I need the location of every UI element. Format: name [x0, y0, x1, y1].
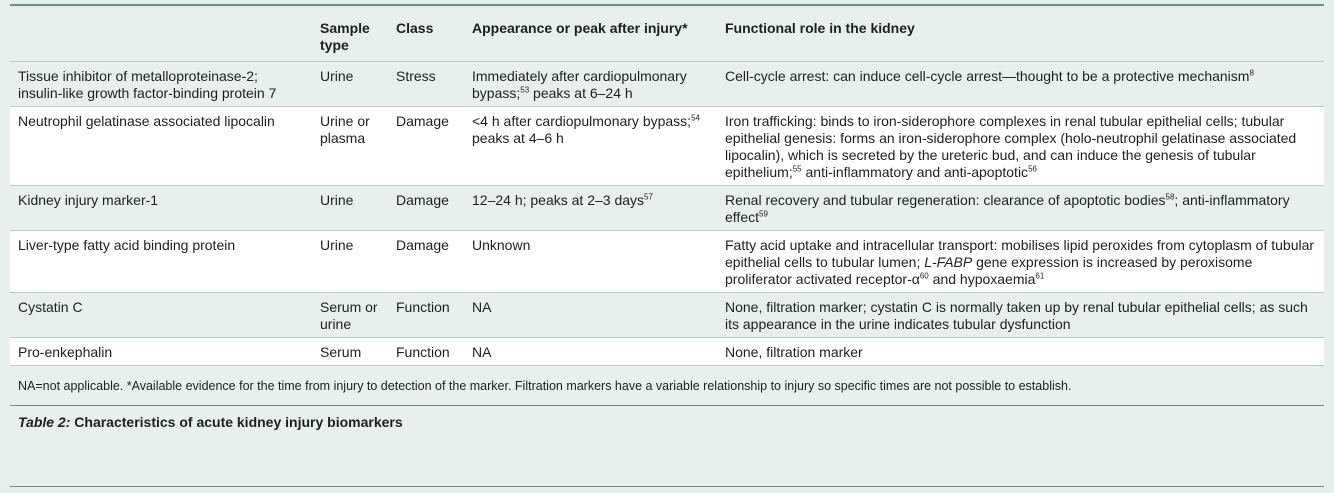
- reference: 61: [1035, 271, 1045, 281]
- cell-sample: Serum: [312, 338, 388, 366]
- text: anti-inflammatory and anti-apoptotic: [801, 164, 1029, 180]
- cell-sample: Urine: [312, 186, 388, 231]
- text: and hypoxaemia: [928, 271, 1036, 287]
- text: Renal recovery and tubular regeneration: clearance of apoptotic bodies: [725, 192, 1166, 208]
- reference: 53: [520, 85, 530, 95]
- header-class: Class: [388, 6, 464, 62]
- caption-text: Characteristics of acute kidney injury biomarkers: [70, 414, 403, 430]
- header-appearance: Appearance or peak after injury*: [464, 6, 717, 62]
- cell-sample: Urine: [312, 231, 388, 293]
- cell-appearance: Unknown: [464, 231, 717, 293]
- table-caption: [10, 406, 1324, 430]
- cell-appearance: NA: [464, 338, 717, 366]
- text: peaks at 4–6 h: [472, 130, 564, 146]
- cell-class: Damage: [388, 231, 464, 293]
- reference: 57: [644, 192, 653, 202]
- gene-name: L-FABP: [924, 254, 973, 270]
- bottom-rule: [10, 486, 1324, 487]
- cell-marker: Kidney injury marker-1: [10, 186, 312, 231]
- cell-appearance: [464, 186, 717, 231]
- cell-role: [717, 231, 1324, 293]
- header-marker: [10, 6, 312, 62]
- text: 12–24 h; peaks at 2–3 days: [472, 192, 645, 208]
- text: Immediately after cardiopulmonary bypass;: [472, 68, 687, 101]
- header-row: [10, 6, 1324, 62]
- cell-class: Function: [388, 293, 464, 338]
- cell-sample: Urine or plasma: [312, 107, 388, 186]
- reference: 58: [1165, 192, 1175, 202]
- cell-class: Function: [388, 338, 464, 366]
- text: ; anti-inflammatory effect: [725, 192, 1290, 225]
- reference: 55: [792, 164, 802, 174]
- reference: 60: [919, 271, 929, 281]
- text: gene expression is increased by peroxisome proliferator activated receptor-α: [725, 254, 1253, 287]
- cell-marker: Pro-enkephalin: [10, 338, 312, 366]
- cell-appearance: [464, 107, 717, 186]
- reference: 56: [1028, 164, 1037, 174]
- caption-label: Table 2:: [18, 414, 71, 430]
- table-footnote: NA=not applicable. *Available evidence for the time from injury to detection of the marker. Filtration markers have a variable relationship to injury so specific times are not possible to establish.: [10, 365, 1324, 405]
- reference: 54: [691, 113, 700, 123]
- text: peaks at 6–24 h: [529, 85, 633, 101]
- cell-marker: Neutrophil gelatinase associated lipocalin: [10, 107, 312, 186]
- text: Fatty acid uptake and intracellular transport: mobilises lipid peroxides from cytoplasm of tubular epithelial cells to tubular lumen;: [725, 237, 1315, 270]
- cell-role: None, filtration marker: [717, 338, 1324, 366]
- cell-role: [717, 186, 1324, 231]
- cell-sample: Serum or urine: [312, 293, 388, 338]
- table-row: [10, 107, 1324, 186]
- table-row: [10, 338, 1324, 366]
- cell-role: [717, 62, 1324, 107]
- cell-marker: Cystatin C: [10, 293, 312, 338]
- cell-appearance: [464, 62, 717, 107]
- header-functional-role: Functional role in the kidney: [717, 6, 1324, 62]
- cell-class: Stress: [388, 62, 464, 107]
- table-row: [10, 62, 1324, 107]
- table-row: [10, 186, 1324, 231]
- reference: 8: [1249, 68, 1254, 78]
- text: Iron trafficking: binds to iron-siderophore complexes in renal tubular epithelial cells; tubular epithelial genesis: forms an iron-siderophore complex (holo-neutrophil gelatinase associated lipocalin), which is secreted by the ureteric bud, and can induce the genesis of tubular epithelium;: [725, 113, 1297, 180]
- cell-class: Damage: [388, 107, 464, 186]
- cell-marker: Tissue inhibitor of metalloproteinase-2; insulin-like growth factor-binding protein 7: [10, 62, 312, 107]
- cell-class: Damage: [388, 186, 464, 231]
- reference: 59: [759, 209, 768, 219]
- cell-appearance: NA: [464, 293, 717, 338]
- text: <4 h after cardiopulmonary bypass;: [472, 113, 692, 129]
- text: Cell-cycle arrest: can induce cell-cycle arrest—thought to be a protective mechanism: [725, 68, 1250, 84]
- cell-sample: Urine: [312, 62, 388, 107]
- table-row: [10, 231, 1324, 293]
- biomarker-table: [10, 6, 1324, 365]
- table-row: [10, 293, 1324, 338]
- header-sample-type: Sample type: [312, 6, 388, 62]
- cell-role: [717, 107, 1324, 186]
- cell-role: None, filtration marker; cystatin C is normally taken up by renal tubular epithelial cells; as such its appearance in the urine indicates tubular dysfunction: [717, 293, 1324, 338]
- cell-marker: Liver-type fatty acid binding protein: [10, 231, 312, 293]
